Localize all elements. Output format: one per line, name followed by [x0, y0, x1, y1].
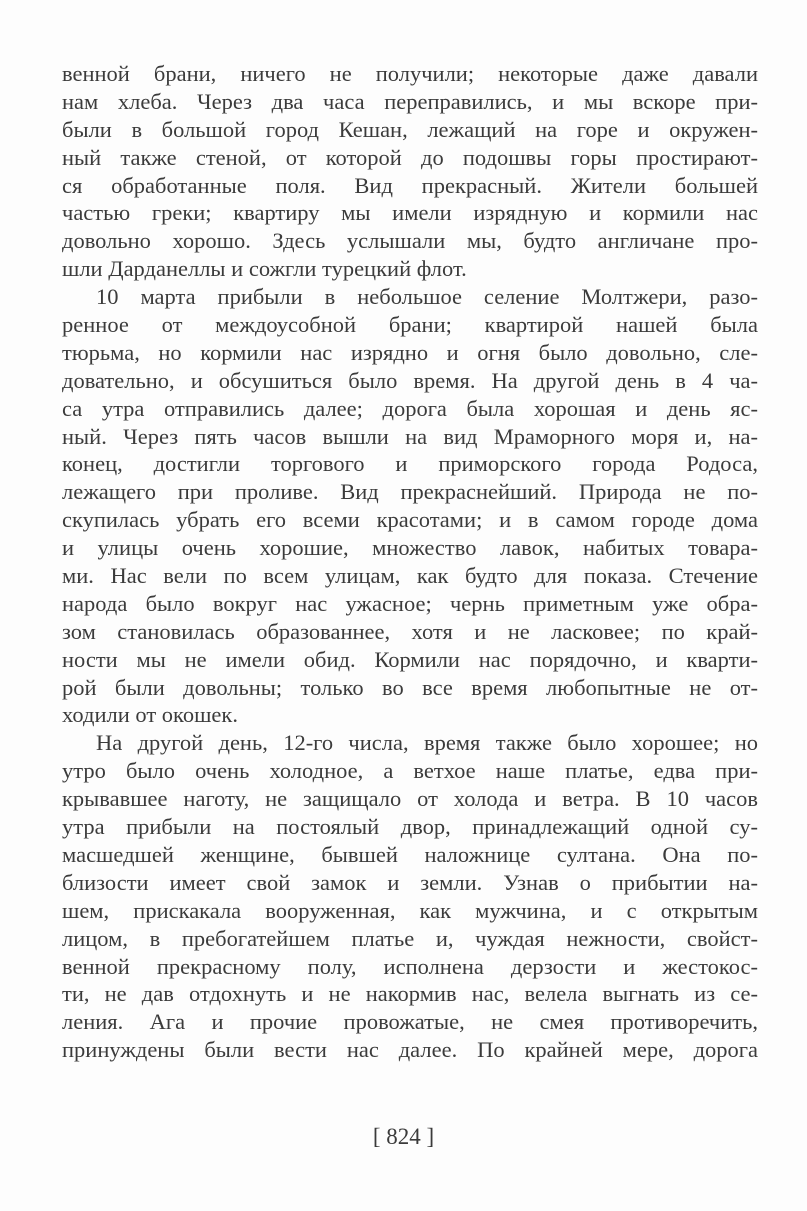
text-line: 10 марта прибыли в небольшое селение Молтжери, разо- [96, 284, 758, 310]
text-line: частью греки; квартиру мы имели изрядную и кормили нас [62, 200, 758, 226]
text-line: и улицы очень хорошие, множество лавок, набитых товара- [62, 535, 758, 561]
text-line: са утра отправились далее; дорога была хорошая и день яс- [62, 395, 758, 421]
paragraph [62, 60, 758, 283]
text-line: зом становилась образованнее, хотя и не ласковее; по край- [62, 618, 758, 644]
body-text [62, 60, 758, 1064]
text-line: нам хлеба. Через два часа переправились, и мы вскоре при- [62, 88, 758, 114]
text-line: принуждены были вести нас далее. По крайней мере, дорога [62, 1037, 758, 1063]
text-line: венной прекрасному полу, исполнена дерзости и жестокос- [62, 953, 758, 979]
text-line: довательно, и обсушиться было время. На другой день в 4 ча- [62, 367, 758, 393]
paragraph [62, 729, 758, 1064]
text-line: ный также стеной, от которой до подошвы горы простирают- [62, 144, 758, 170]
text-line: На другой день, 12-го числа, время также было хорошее; но [96, 730, 758, 756]
text-line: ления. Ага и прочие провожатые, не смея противоречить, [62, 1009, 758, 1035]
text-line: ти, не дав отдохнуть и не накормив нас, велела выгнать из се- [62, 981, 758, 1007]
text-line: конец, достигли торгового и приморского города Родоса, [62, 451, 758, 477]
text-line: крывавшее наготу, не защищало от холода и ветра. В 10 часов [62, 786, 758, 812]
text-line: близости имеет свой замок и земли. Узнав о прибытии на- [62, 869, 758, 895]
paragraph [62, 283, 758, 729]
text-line: лицом, в пребогатейшем платье и, чуждая нежности, свойст- [62, 925, 758, 951]
text-line: масшедшей женщине, бывшей наложнице султана. Она по- [62, 841, 758, 867]
text-line: ся обработанные поля. Вид прекрасный. Жители большей [62, 172, 758, 198]
text-line: лежащего при проливе. Вид прекраснейший. Природа не по- [62, 479, 758, 505]
text-line: народа было вокруг нас ужасное; чернь приметным уже обра- [62, 590, 758, 616]
text-line: довольно хорошо. Здесь услышали мы, будто англичане про- [62, 228, 758, 254]
text-line: скупилась убрать его всеми красотами; и в самом городе дома [62, 507, 758, 533]
text-line: ный. Через пять часов вышли на вид Мраморного моря и, на- [62, 423, 758, 449]
text-line: были в большой город Кешан, лежащий на горе и окружен- [62, 116, 758, 142]
text-line: утра прибыли на постоялый двор, принадлежащий одной су- [62, 814, 758, 840]
text-line: шли Дарданеллы и сожгли турецкий флот. [62, 256, 467, 282]
text-line: ности мы не имели обид. Кормили нас порядочно, и кварти- [62, 646, 758, 672]
text-line: ходили от окошек. [62, 702, 238, 728]
text-line: венной брани, ничего не получили; некоторые даже давали [62, 61, 758, 86]
text-line: утро было очень холодное, а ветхое наше платье, едва при- [62, 758, 758, 784]
page-number: [ 824 ] [372, 1124, 435, 1149]
text-line: ми. Нас вели по всем улицам, как будто для показа. Стечение [62, 563, 758, 589]
text-line: рой были довольны; только во все время любопытные не от- [62, 674, 758, 700]
text-line: ренное от междоусобной брани; квартирой нашей была [62, 312, 758, 338]
text-line: шем, прискакала вооруженная, как мужчина, и с открытым [62, 897, 758, 923]
text-line: тюрьма, но кормили нас изрядно и огня было довольно, сле- [62, 339, 758, 365]
